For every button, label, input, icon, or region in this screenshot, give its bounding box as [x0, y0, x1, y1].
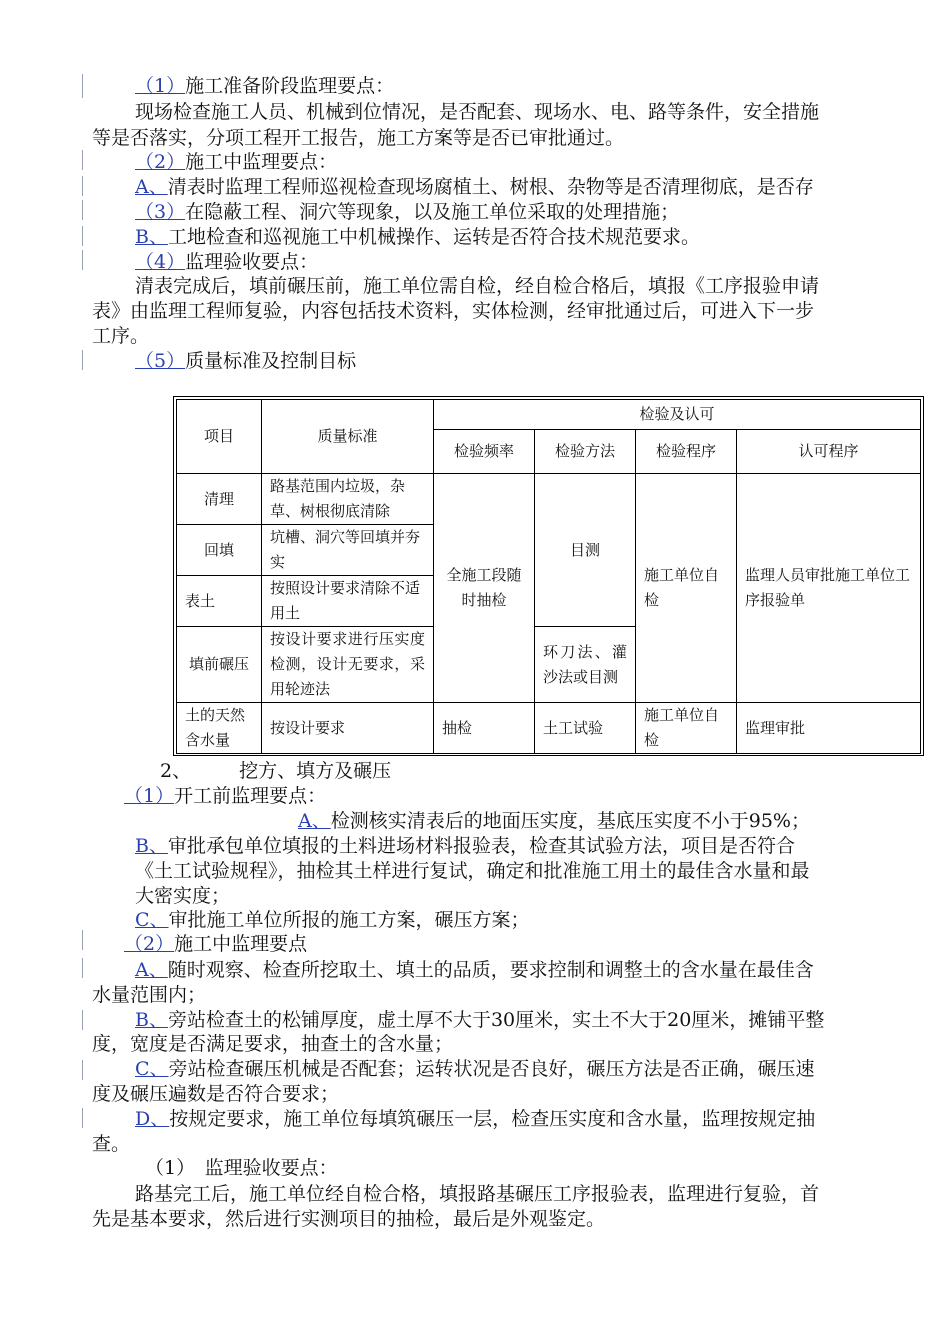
list-item-d2: D、按规定要求，施工单位每填筑碾压一层，检查压实度和含水量，监理按规定抽: [135, 1108, 816, 1130]
paragraph-line: 查。: [92, 1133, 131, 1155]
header-inspection-group: 检验及认可: [434, 400, 921, 430]
paragraph-line: 大密实度；: [135, 885, 231, 907]
cell-approval-merged: 监理人员审批施工单位工序报验单: [737, 474, 921, 703]
header-approval: 认可程序: [737, 430, 921, 474]
list-marker[interactable]: B、: [135, 1009, 168, 1031]
paragraph-line: 《土工试验规程》，抽检其土样进行复试，确定和批准施工用土的最佳含水量和最: [135, 860, 810, 882]
list-marker[interactable]: B、: [135, 226, 168, 248]
heading-number[interactable]: （4）: [135, 251, 186, 273]
list-item-a2: A、随时观察、检查所挖取土、填土的品质，要求控制和调整土的含水量在最佳含: [135, 959, 814, 981]
paragraph-line: 水量范围内；: [92, 984, 207, 1006]
list-marker[interactable]: A、: [135, 176, 168, 198]
cell-procedure-merged: 施工单位自检: [636, 474, 737, 703]
heading-quality-standard: （5）质量标准及控制目标: [135, 350, 357, 372]
list-marker[interactable]: A、: [298, 810, 331, 832]
heading-number[interactable]: （5）: [135, 350, 186, 372]
revision-bar: [82, 150, 83, 170]
cell-method: 土工试验: [535, 703, 636, 754]
table-row: [177, 474, 921, 525]
cell-item: 回填: [177, 525, 262, 576]
header-item: 项目: [177, 400, 262, 474]
list-marker[interactable]: A、: [135, 959, 168, 981]
header-standard: 质量标准: [262, 400, 434, 474]
heading-prep-stage: （1）施工准备阶段监理要点：: [135, 75, 395, 97]
list-item-a: A、检测核实清表后的地面压实度，基底压实度不小于95%；: [298, 810, 810, 832]
cell-standard: 按设计要求进行压实度检测，设计无要求，采用轮迹法: [262, 627, 434, 703]
cell-method-merged: 目测: [535, 474, 636, 627]
paragraph-line: 工序。: [92, 325, 150, 347]
revision-bar: [82, 250, 83, 270]
list-item-a: A、清表时监理工程师巡视检查现场腐植土、树根、杂物等是否清理彻底，是否存: [135, 176, 814, 198]
list-item-c2: C、旁站检查碾压机械是否配套；运转状况是否良好，碾压方法是否正确，碾压速: [135, 1058, 815, 1080]
list-item-b2: B、旁站检查土的松铺厚度，虚土厚不大于30厘米，实土不大于20厘米，摊铺平整: [135, 1009, 825, 1031]
paragraph-line: 表》由监理工程师复验，内容包括技术资料，实体检测，经审批通过后，可进入下一步: [92, 300, 815, 322]
revision-bar: [82, 74, 83, 98]
revision-bar: [82, 958, 83, 978]
cell-item: 清理: [177, 474, 262, 525]
revision-bar: [82, 930, 83, 950]
list-item-b: B、审批承包单位填报的土料进场材料报验表，检查其试验方法，项目是否符合: [135, 835, 795, 857]
cell-frequency-merged: 全施工段随时抽检: [434, 474, 535, 703]
cell-item: 土的天然含水量: [177, 703, 262, 754]
cell-standard: 按照设计要求清除不适用土: [262, 576, 434, 627]
list-marker[interactable]: B、: [135, 835, 168, 857]
revision-bar: [82, 1010, 83, 1030]
paragraph-line: 路基完工后，施工单位经自检合格，填报路基碾压工序报验表，监理进行复验，首: [135, 1183, 820, 1205]
paragraph-line: 现场检查施工人员、机械到位情况，是否配套、现场水、电、路等条件，安全措施: [135, 101, 820, 123]
cell-frequency: 抽检: [434, 703, 535, 754]
header-method: 检验方法: [535, 430, 636, 474]
heading-acceptance-2: （1） 监理验收要点：: [145, 1157, 338, 1179]
heading-number[interactable]: （1）: [124, 785, 175, 807]
revision-bar: [82, 226, 83, 246]
header-frequency: 检验频率: [434, 430, 535, 474]
heading-hidden-works: （3）在隐蔽工程、洞穴等现象，以及施工单位采取的处理措施；: [135, 201, 680, 223]
revision-bar: [82, 1108, 83, 1128]
heading-number[interactable]: （2）: [124, 933, 175, 955]
cell-standard: 按设计要求: [262, 703, 434, 754]
cell-item: 填前碾压: [177, 627, 262, 703]
cell-standard: 路基范围内垃圾，杂草、树根彻底清除: [262, 474, 434, 525]
cell-procedure: 施工单位自检: [636, 703, 737, 754]
paragraph-line: 清表完成后，填前碾压前，施工单位需自检，经自检合格后，填报《工序报验申请: [135, 275, 820, 297]
revision-bar: [82, 176, 83, 196]
paragraph-line: 先是基本要求，然后进行实测项目的抽检，最后是外观鉴定。: [92, 1208, 606, 1230]
paragraph-line: 等是否落实，分项工程开工报告，施工方案等是否已审批通过。: [92, 127, 625, 149]
revision-bar: [82, 1060, 83, 1080]
quality-standard-table: [173, 396, 924, 756]
paragraph-line: 度及碾压遍数是否符合要求；: [92, 1083, 340, 1105]
section-title: 2、 挖方、填方及碾压: [160, 760, 392, 782]
list-item-b: B、工地检查和巡视施工中机械操作、运转是否符合技术规范要求。: [135, 226, 700, 248]
paragraph-line: 度，宽度是否满足要求，抽查土的含水量；: [92, 1033, 454, 1055]
list-marker[interactable]: D、: [135, 1108, 170, 1130]
heading-during-construction: （2）施工中监理要点：: [135, 151, 338, 173]
header-procedure: 检验程序: [636, 430, 737, 474]
cell-approval: 监理审批: [737, 703, 921, 754]
cell-item: 表土: [177, 576, 262, 627]
heading-acceptance: （4）监理验收要点：: [135, 251, 319, 273]
heading-number[interactable]: （1）: [135, 75, 186, 97]
heading-during-construction-2: （2）施工中监理要点: [124, 933, 308, 955]
list-marker[interactable]: C、: [135, 909, 169, 931]
revision-bar: [82, 200, 83, 220]
heading-pre-construction: （1）开工前监理要点：: [124, 785, 327, 807]
heading-number[interactable]: （3）: [135, 201, 186, 223]
cell-standard: 坑槽、洞穴等回填并夯实: [262, 525, 434, 576]
list-item-c: C、审批施工单位所报的施工方案，碾压方案；: [135, 909, 530, 931]
cell-method: 环刀法、灌沙法或目测: [535, 627, 636, 703]
heading-number[interactable]: （2）: [135, 151, 186, 173]
table-row: [177, 703, 921, 754]
revision-bar: [82, 350, 83, 370]
list-marker[interactable]: C、: [135, 1058, 169, 1080]
